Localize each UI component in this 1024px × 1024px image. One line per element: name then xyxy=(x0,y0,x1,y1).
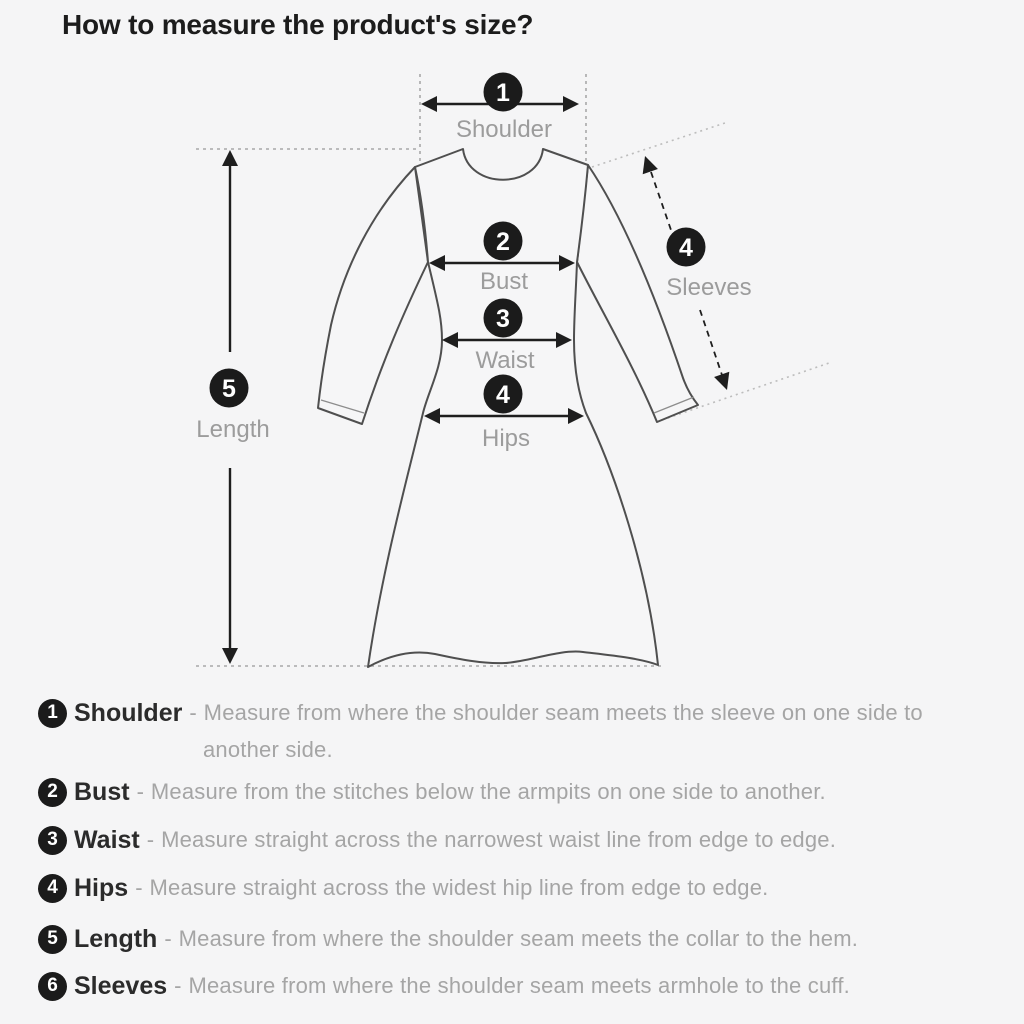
svg-text:5: 5 xyxy=(222,375,236,403)
legend-item-shoulder xyxy=(38,697,923,729)
legend-item-bust xyxy=(38,776,826,808)
hips-badge xyxy=(484,375,523,414)
waist-label: Waist xyxy=(475,347,535,374)
legend-desc: Measure straight across the widest hip line from edge to edge. xyxy=(149,875,769,900)
legend-separator: - xyxy=(189,700,197,725)
legend-desc-continued: another side. xyxy=(203,737,333,762)
legend-name: Sleeves xyxy=(74,971,168,1000)
legend-name: Shoulder xyxy=(74,698,183,727)
bust-label: Bust xyxy=(479,268,529,295)
legend-desc: Measure from the stitches below the armpits on one side to another. xyxy=(150,779,826,804)
legend-badge-2: 2 xyxy=(38,778,67,807)
legend-separator: - xyxy=(135,875,143,900)
legend-badge-4: 4 xyxy=(38,874,67,903)
legend-desc: Measure straight across the narrowest waist line from edge to edge. xyxy=(161,827,837,852)
page-title: How to measure the product's size? xyxy=(62,9,534,40)
sleeves-badge xyxy=(667,228,706,267)
legend-badge-1: 1 xyxy=(38,699,67,728)
legend-badge-3: 3 xyxy=(38,826,67,855)
legend-desc: Measure from where the shoulder seam meets the sleeve on one side to xyxy=(203,700,923,725)
legend-separator: - xyxy=(164,926,172,951)
sleeves-label: Sleeves xyxy=(666,274,752,301)
legend-item-length xyxy=(38,923,858,955)
legend-item-sleeves xyxy=(38,970,850,1002)
svg-text:3: 3 xyxy=(496,305,510,333)
legend-name: Hips xyxy=(74,873,129,902)
length-badge xyxy=(210,369,249,408)
svg-text:4: 4 xyxy=(496,381,510,409)
legend-separator: - xyxy=(136,779,144,804)
legend-badge-6: 6 xyxy=(38,972,67,1001)
legend-name: Waist xyxy=(74,825,140,854)
legend-separator: - xyxy=(174,973,182,998)
legend-item-hips xyxy=(38,872,768,904)
guide-sleeve-top-diagonal xyxy=(592,122,728,167)
legend-separator: - xyxy=(146,827,155,852)
legend-desc: Measure from where the shoulder seam meets the collar to the hem. xyxy=(178,926,859,951)
legend-item-waist xyxy=(38,824,836,856)
hips-label: Hips xyxy=(481,425,531,452)
waist-badge xyxy=(484,299,523,338)
length-label: Length xyxy=(196,416,270,443)
bust-badge xyxy=(484,222,523,261)
svg-text:4: 4 xyxy=(679,234,693,262)
svg-text:1: 1 xyxy=(496,79,510,107)
shoulder-label: Shoulder xyxy=(455,116,553,143)
dress-left-sleeve xyxy=(318,167,428,424)
legend-name: Bust xyxy=(74,777,130,806)
legend-desc: Measure from where the shoulder seam meets armhole to the cuff. xyxy=(188,973,850,998)
svg-text:2: 2 xyxy=(496,228,510,256)
shoulder-badge xyxy=(484,73,523,112)
legend-badge-5: 5 xyxy=(38,925,67,954)
legend-name: Length xyxy=(74,924,158,953)
